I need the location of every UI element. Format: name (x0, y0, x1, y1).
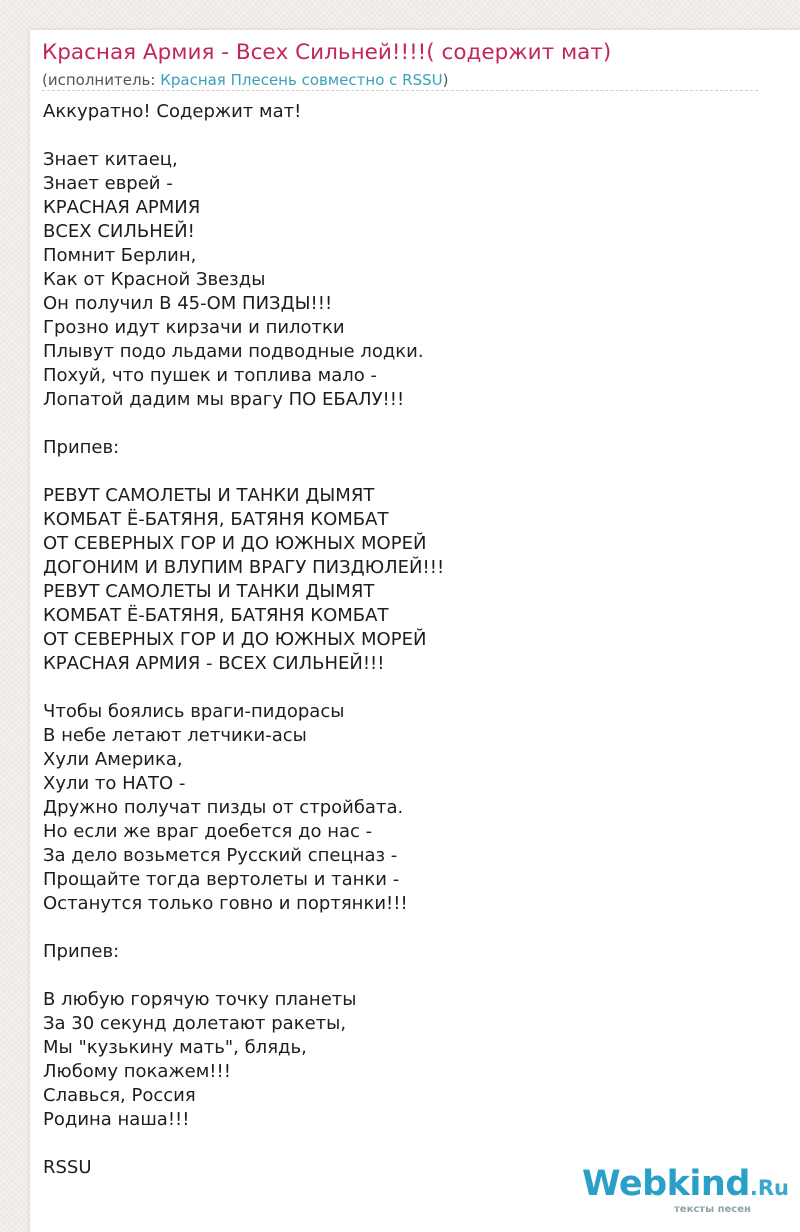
lyric-line: За дело возьмется Русский спецназ - (43, 845, 398, 866)
lyric-line: Знает китаец, (43, 149, 178, 170)
lyric-line: Грозно идут кирзачи и пилотки (43, 317, 345, 338)
lyric-line: ОТ СЕВЕРНЫХ ГОР И ДО ЮЖНЫХ МОРЕЙ (43, 533, 427, 554)
lyric-line: КОМБАТ Ё-БАТЯНЯ, БАТЯНЯ КОМБАТ (43, 605, 389, 626)
lyric-line: В любую горячую точку планеты (43, 989, 357, 1010)
lyric-line: Он получил В 45-ОМ ПИЗДЫ!!! (43, 293, 333, 314)
lyric-line: Славься, Россия (43, 1085, 196, 1106)
artist-link[interactable]: Красная Плесень совместно с RSSU (160, 71, 443, 89)
lyric-line: ДОГОНИМ И ВЛУПИМ ВРАГУ ПИЗДЮЛЕЙ!!! (43, 557, 445, 578)
lyric-line: Любому покажем!!! (43, 1061, 231, 1082)
lyric-line: Чтобы боялись враги-пидорасы (43, 701, 345, 722)
lyric-line: КРАСНАЯ АРМИЯ (43, 197, 201, 218)
lyric-line (43, 676, 763, 700)
logo-tagline: тексты песен (674, 1204, 751, 1215)
lyric-line: Родина наша!!! (43, 1109, 190, 1130)
lyric-line: Хули то НАТО - (43, 773, 186, 794)
lyric-line (43, 916, 763, 940)
lyric-line (43, 412, 763, 436)
lyric-line: Прощайте тогда вертолеты и танки - (43, 869, 400, 890)
lyric-line: Как от Красной Звезды (43, 269, 266, 290)
lyric-line: Припев: (43, 437, 120, 458)
lyric-line: Останутся только говно и портянки!!! (43, 893, 408, 914)
song-title: Красная Армия - Всех Сильней!!!!( содержит мат) (42, 40, 612, 65)
lyric-line: РЕВУТ САМОЛЕТЫ И ТАНКИ ДЫМЯТ (43, 581, 375, 602)
lyric-line: Знает еврей - (43, 173, 173, 194)
lyric-line: Дружно получат пизды от стройбата. (43, 797, 404, 818)
lyric-line: РЕВУТ САМОЛЕТЫ И ТАНКИ ДЫМЯТ (43, 485, 375, 506)
lyric-line: Припев: (43, 941, 120, 962)
lyric-line: Аккуратно! Содержит мат! (43, 101, 302, 122)
lyric-line: Похуй, что пушек и топлива мало - (43, 365, 378, 386)
lyric-line (43, 964, 763, 988)
lyric-line: Но если же враг доебется до нас - (43, 821, 373, 842)
lyric-line: КРАСНАЯ АРМИЯ - ВСЕХ СИЛЬНЕЙ!!! (43, 653, 385, 674)
artist-line (42, 71, 448, 89)
lyric-line: За 30 секунд долетают ракеты, (43, 1013, 347, 1034)
site-logo[interactable] (582, 1164, 790, 1232)
lyrics-text (43, 100, 763, 1180)
lyric-line: В небе летают летчики-асы (43, 725, 307, 746)
lyric-line (43, 460, 763, 484)
logo-domain-suffix: .Ru (749, 1176, 790, 1200)
logo-wordmark (582, 1164, 789, 1204)
lyric-line: RSSU (43, 1157, 92, 1178)
logo-main-text: Webkind (582, 1164, 750, 1204)
title-divider (42, 90, 758, 91)
lyric-line (43, 124, 763, 148)
lyric-line (43, 1132, 763, 1156)
lyric-line: ВСЕХ СИЛЬНЕЙ! (43, 221, 195, 242)
lyric-line: ОТ СЕВЕРНЫХ ГОР И ДО ЮЖНЫХ МОРЕЙ (43, 629, 427, 650)
lyric-line: Помнит Берлин, (43, 245, 197, 266)
lyric-line: Мы "кузькину мать", блядь, (43, 1037, 307, 1058)
lyric-line: Лопатой дадим мы врагу ПО ЕБАЛУ!!! (43, 389, 405, 410)
artist-suffix: ) (442, 71, 449, 89)
lyric-line: Плывут подо льдами подводные лодки. (43, 341, 424, 362)
lyric-line: Хули Америка, (43, 749, 183, 770)
artist-prefix: (исполнитель: (42, 71, 161, 89)
lyric-line: КОМБАТ Ё-БАТЯНЯ, БАТЯНЯ КОМБАТ (43, 509, 389, 530)
